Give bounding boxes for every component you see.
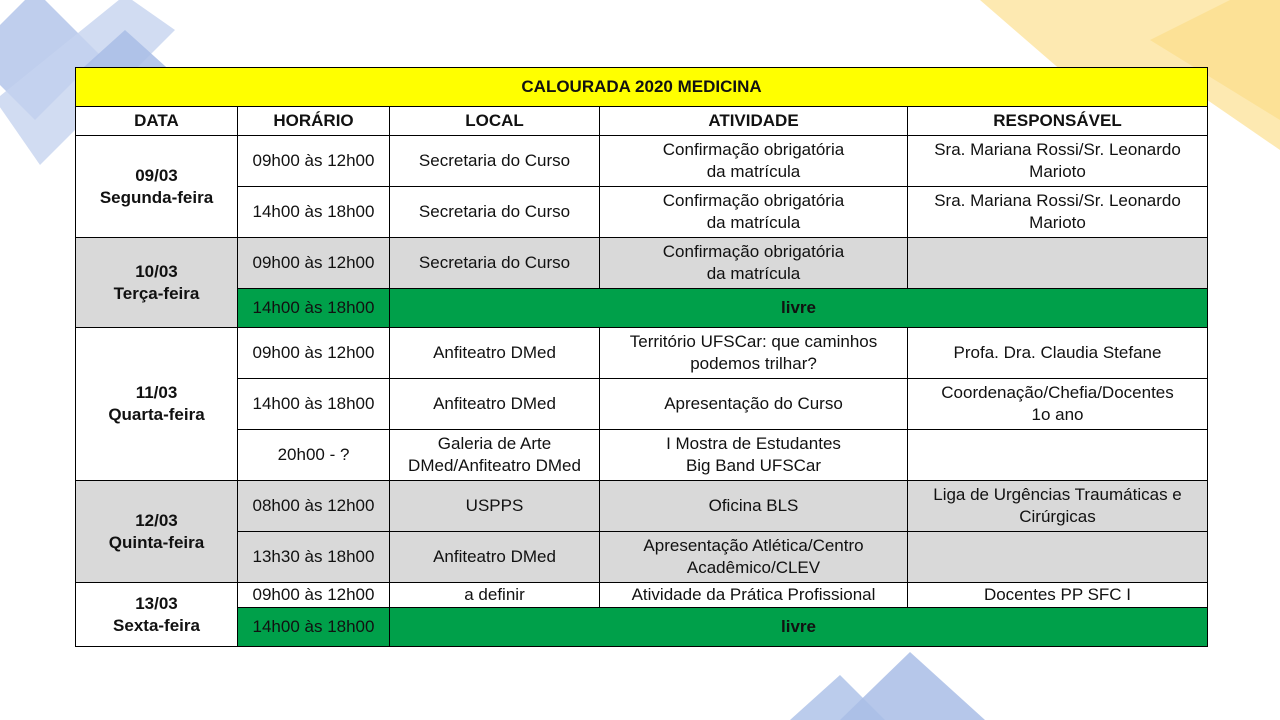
weekday-value: Sexta-feira [113, 615, 200, 635]
date-cell [76, 328, 238, 481]
header-horario: HORÁRIO [238, 107, 390, 136]
local-cell: Secretaria do Curso [390, 238, 600, 289]
responsible-cell [908, 238, 1208, 289]
responsible-cell: Coordenação/Chefia/Docentes 1o ano [908, 379, 1208, 430]
activity-cell: Confirmação obrigatória da matrícula [600, 187, 908, 238]
table-row [76, 481, 1208, 532]
header-atividade: ATIVIDADE [600, 107, 908, 136]
schedule-body [76, 136, 1208, 647]
time-cell: 09h00 às 12h00 [238, 238, 390, 289]
activity-cell: Apresentação Atlética/Centro Acadêmico/CLEV [600, 532, 908, 583]
responsible-cell: Liga de Urgências Traumáticas e Cirúrgicas [908, 481, 1208, 532]
free-period-cell: livre [390, 608, 1208, 647]
table-row [76, 608, 1208, 647]
table-row [76, 583, 1208, 608]
responsible-cell: Docentes PP SFC I [908, 583, 1208, 608]
weekday-value: Terça-feira [113, 283, 200, 303]
header-responsavel: RESPONSÁVEL [908, 107, 1208, 136]
table-row [76, 187, 1208, 238]
date-value: 11/03 [135, 383, 178, 402]
local-cell: Anfiteatro DMed [390, 328, 600, 379]
responsible-cell [908, 430, 1208, 481]
responsible-cell: Sra. Mariana Rossi/Sr. Leonardo Marioto [908, 187, 1208, 238]
time-cell: 13h30 às 18h00 [238, 532, 390, 583]
responsible-cell [908, 532, 1208, 583]
time-cell: 20h00 - ? [238, 430, 390, 481]
local-cell: Anfiteatro DMed [390, 379, 600, 430]
local-cell: USPPS [390, 481, 600, 532]
activity-cell: Confirmação obrigatória da matrícula [600, 136, 908, 187]
weekday-value: Segunda-feira [99, 187, 214, 207]
date-cell [76, 238, 238, 328]
date-value: 12/03 [135, 510, 178, 530]
time-cell: 09h00 às 12h00 [238, 583, 390, 608]
date-cell [76, 583, 238, 647]
local-cell: Secretaria do Curso [390, 187, 600, 238]
deco-blue-bottom-2 [840, 652, 985, 720]
date-value: 09/03 [135, 165, 178, 185]
table-title: CALOURADA 2020 MEDICINA [76, 68, 1208, 107]
header-local: LOCAL [390, 107, 600, 136]
local-cell: Secretaria do Curso [390, 136, 600, 187]
time-cell: 14h00 às 18h00 [238, 608, 390, 647]
activity-cell: I Mostra de Estudantes Big Band UFSCar [600, 430, 908, 481]
table-row [76, 328, 1208, 379]
free-period-cell: livre [390, 289, 1208, 328]
weekday-value: Quinta-feira [108, 532, 205, 552]
table-row [76, 430, 1208, 481]
time-cell: 14h00 às 18h00 [238, 379, 390, 430]
table-row [76, 379, 1208, 430]
activity-cell: Confirmação obrigatória da matrícula [600, 238, 908, 289]
time-cell: 14h00 às 18h00 [238, 187, 390, 238]
responsible-cell: Sra. Mariana Rossi/Sr. Leonardo Marioto [908, 136, 1208, 187]
date-cell [76, 481, 238, 583]
activity-cell: Território UFSCar: que caminhos podemos trilhar? [600, 328, 908, 379]
header-data: DATA [76, 107, 238, 136]
date-cell [76, 136, 238, 238]
activity-cell: Oficina BLS [600, 481, 908, 532]
date-value: 13/03 [135, 593, 178, 613]
time-cell: 08h00 às 12h00 [238, 481, 390, 532]
weekday-value: Quarta-feira [108, 405, 205, 424]
table-row [76, 289, 1208, 328]
time-cell: 09h00 às 12h00 [238, 136, 390, 187]
time-cell: 09h00 às 12h00 [238, 328, 390, 379]
activity-cell: Atividade da Prática Profissional [600, 583, 908, 608]
time-cell: 14h00 às 18h00 [238, 289, 390, 328]
table-row [76, 136, 1208, 187]
responsible-cell: Profa. Dra. Claudia Stefane [908, 328, 1208, 379]
date-value: 10/03 [135, 261, 178, 281]
schedule-table [75, 67, 1208, 647]
local-cell: Anfiteatro DMed [390, 532, 600, 583]
table-row [76, 532, 1208, 583]
local-cell: a definir [390, 583, 600, 608]
activity-cell: Apresentação do Curso [600, 379, 908, 430]
table-row [76, 238, 1208, 289]
local-cell: Galeria de Arte DMed/Anfiteatro DMed [390, 430, 600, 481]
